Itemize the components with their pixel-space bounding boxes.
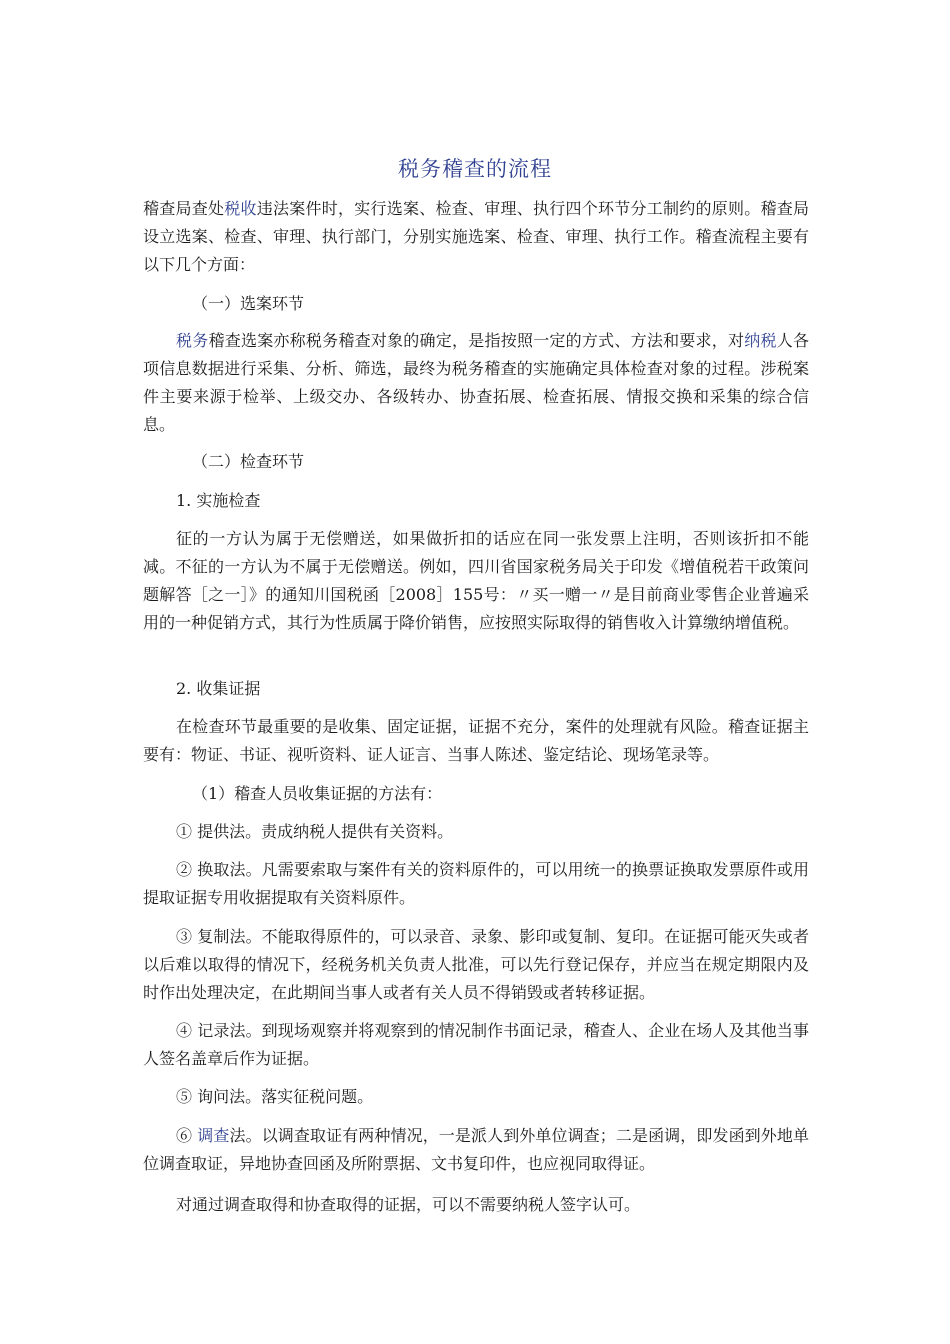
subheading-implement-inspection: 1. 实施检查 [176, 491, 261, 510]
intro-text-pre: 稽查局查处 [143, 199, 225, 218]
section-heading-case-selection: （一）选案环节 [192, 294, 305, 313]
intro-link-tax-revenue[interactable]: 税收 [224, 199, 257, 218]
method-item-provide: ① 提供法。责成纳税人提供有关资料。 [176, 822, 454, 841]
document-title: 税务稽查的流程 [398, 157, 552, 181]
implement-inspection-paragraph: 征的一方认为属于无偿赠送，如果做折扣的话应在同一张发票上注明，否则该折扣不能减。不征的一方认为不属于无偿赠送。例如，四川省国家税务局关于印发《增值税若干政策问题解答［之一］》的通知川国税函［2008］155号：〃买一赠一〃是目前商业零售企业普遍采用的一种促销方式，其行为性质属于降价销售，应按照实际取得的销售收入计算缴纳增值税。 [143, 529, 809, 632]
method-item-copy: ③ 复制法。不能取得原件的，可以录音、录象、影印或复制、复印。在证据可能灭失或者以后难以取得的情况下，经税务机关负责人批准，可以先行登记保存，并应当在规定期限内及时作出处理决定，在此期间当事人或者有关人员不得销毁或者转移证据。 [143, 927, 809, 1002]
case-selection-text-post: 人各项信息数据进行采集、分析、筛选，最终为税务稽查的实施确定具体检查对象的过程。涉税案件主要来源于检举、上级交办、各级转办、协查拓展、检查拓展、情报交换和采集的综合信息。 [143, 331, 809, 434]
closing-paragraph: 对通过调查取得和协查取得的证据，可以不需要纳税人签字认可。 [176, 1195, 641, 1214]
subheading-collect-evidence: 2. 收集证据 [176, 679, 261, 698]
investigation-text-post: 法。以调查取证有两种情况，一是派人到外单位调查；二是函调，即发函到外地单位调查取证，异地协查回函及所附票据、文书复印件，也应视同取得证。 [143, 1126, 809, 1173]
method-item-investigation [143, 1122, 809, 1178]
case-selection-text-mid: 稽查选案亦称税务稽查对象的确定，是指按照一定的方式、方法和要求，对 [208, 331, 745, 350]
link-taxpayer[interactable]: 纳税 [744, 331, 777, 350]
case-selection-paragraph [143, 327, 809, 439]
link-investigation[interactable]: 调查 [197, 1126, 230, 1145]
intro-text-post: 违法案件时，实行选案、检查、审理、执行四个环节分工制约的原则。稽查局设立选案、检查、审理、执行部门，分别实施选案、检查、审理、执行工作。稽查流程主要有以下几个方面： [143, 199, 809, 274]
collect-evidence-paragraph: 在检查环节最重要的是收集、固定证据，证据不充分，案件的处理就有风险。稽查证据主要有：物证、书证、视听资料、证人证言、当事人陈述、鉴定结论、现场笔录等。 [143, 717, 809, 764]
method-item-exchange: ② 换取法。凡需要索取与案件有关的资料原件的，可以用统一的换票证换取发票原件或用提取证据专用收据提取有关资料原件。 [143, 860, 809, 907]
method-item-inquiry: ⑤ 询问法。落实征税问题。 [176, 1087, 374, 1106]
investigation-text-pre: ⑥ [176, 1126, 198, 1145]
section-heading-inspection: （二）检查环节 [192, 452, 305, 471]
intro-paragraph [143, 195, 809, 279]
methods-heading: （1）稽查人员收集证据的方法有： [192, 784, 443, 803]
link-tax-affairs[interactable]: 税务 [176, 331, 209, 350]
method-item-record: ④ 记录法。到现场观察并将观察到的情况制作书面记录，稽查人、企业在场人及其他当事人签名盖章后作为证据。 [143, 1021, 809, 1068]
